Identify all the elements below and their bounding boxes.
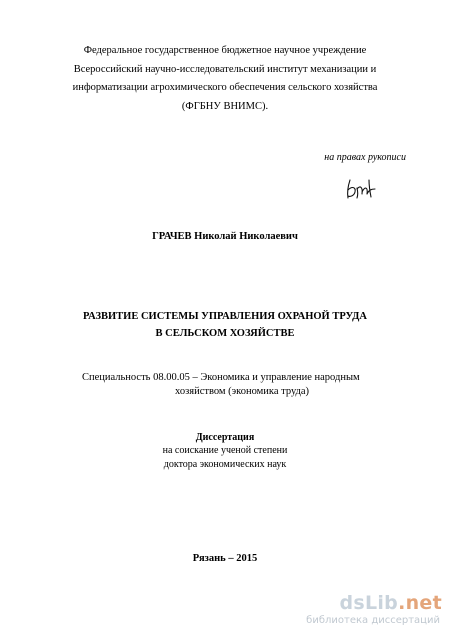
dissertation-heading: Диссертация bbox=[195, 432, 255, 443]
title-line-2: В СЕЛЬСКОМ ХОЗЯЙСТВЕ bbox=[155, 328, 295, 339]
city-year: Рязань – 2015 bbox=[192, 553, 258, 564]
institution-line-3: информатизации агрохимического обеспечения сельского хозяйства bbox=[72, 82, 378, 93]
watermark-brand-part1: dsLib bbox=[339, 592, 399, 614]
degree-line-2: доктора экономических наук bbox=[163, 459, 287, 470]
institution-line-1: Федеральное государственное бюджетное научное учреждение bbox=[83, 45, 367, 56]
watermark-caption: библиотека диссертаций bbox=[306, 615, 440, 626]
title-line-1: РАЗВИТИЕ СИСТЕМЫ УПРАВЛЕНИЯ ОХРАНОЙ ТРУДА bbox=[83, 311, 367, 322]
degree-line-1: на соискание ученой степени bbox=[162, 445, 288, 456]
specialty-line-2: хозяйством (экономика труда) bbox=[175, 386, 310, 397]
watermark-logo bbox=[339, 592, 442, 614]
institution-line-4: (ФГБНУ ВНИМС). bbox=[181, 101, 269, 112]
specialty-line-1: Специальность 08.00.05 – Экономика и управление народным bbox=[82, 372, 360, 383]
signature-icon bbox=[344, 176, 378, 202]
institution-line-2: Всероссийский научно-исследовательский институт механизации и bbox=[73, 64, 377, 75]
manuscript-status: на правах рукописи bbox=[324, 152, 406, 163]
dslib-watermark bbox=[292, 592, 442, 632]
author-name: ГРАЧЕВ Николай Николаевич bbox=[152, 231, 298, 242]
watermark-brand-part2: .net bbox=[398, 592, 442, 614]
